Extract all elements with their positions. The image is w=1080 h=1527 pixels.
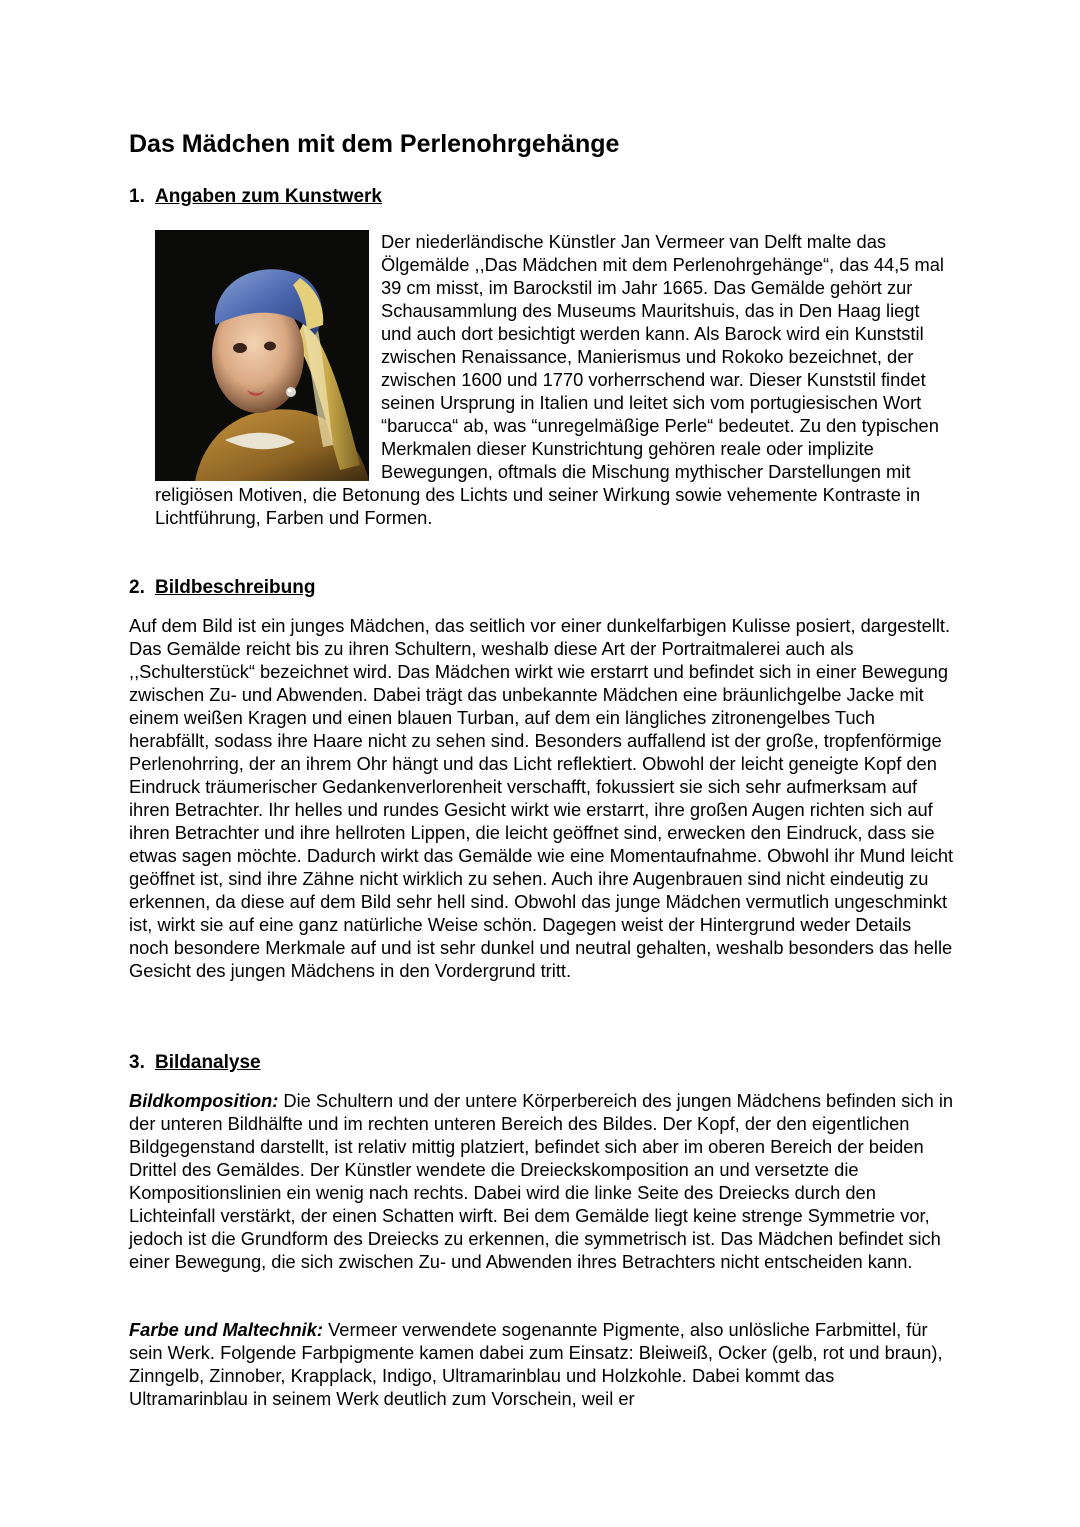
paragraph-lead: Farbe und Maltechnik:	[129, 1319, 324, 1340]
paragraph-body: Vermeer verwendete sogenannte Pigmente, also unlösliche Farbmittel, für sein Werk. Folgende Farbpigmente kamen dabei zum Einsatz: Bleiweiß, Ocker (gelb, rot und braun), Zinngelb, Zinnober, Krapplack, Indigo, Ultramarinblau und Holzkohle. Dabei kommt das Ultramarinblau in seinem Werk deutlich zum Vorschein, weil er	[129, 1319, 943, 1409]
section-number: 3.	[129, 1052, 145, 1073]
section-text-bildbeschreibung: Auf dem Bild ist ein junges Mädchen, das seitlich vor einer dunkelfarbigen Kulisse posiert, dargestellt. Das Gemälde reicht bis zu ihren Schultern, weshalb diese Art der Portraitmalerei auch als ,,Schulterstück“ bezeichnet wird. Das Mädchen wirkt wie erstarrt und befindet sich in einer Bewegung zwischen Zu- und Abwenden. Dabei trägt das unbekannte Mädchen eine bräunlichgelbe Jacke mit einem weißen Kragen und einen blauen Turban, auf dem ein längliches zitronengelbes Tuch herabfällt, sodass ihre Haare nicht zu sehen sind. Besonders auffallend ist der große, tropfenförmige Perlenohrring, der an ihrem Ohr hängt und das Licht reflektiert. Obwohl der leicht geneigte Kopf den Eindruck träumerischer Gedankenverlorenheit verschafft, fokussiert sie sich sehr aufmerksam auf ihren Betrachter. Ihr helles und rundes Gesicht wirkt wie erstarrt, ihre großen Augen richten sich auf ihren Betrachter und ihre hellroten Lippen, die leicht geöffnet sind, erwecken den Eindruck, dass sie etwas sagen möchte. Dadurch wirkt das Gemälde wie eine Momentaufnahme. Obwohl ihr Mund leicht geöffnet ist, sind ihre Zähne nicht wirklich zu sehen. Auch ihre Augenbrauen sind nicht eindeutig zu erkennen, da diese auf dem Bild sehr hell sind. Obwohl das junge Mädchen vermutlich ungeschminkt ist, wirkt sie auf eine ganz natürliche Weise schön. Dagegen weist der Hintergrund weder Details noch besondere Merkmale auf und ist sehr dunkel und neutral gehalten, weshalb besonders das helle Gesicht des jungen Mädchens in den Vordergrund tritt.	[129, 615, 954, 981]
image-wrap-spacer	[155, 230, 381, 483]
page-title: Das Mädchen mit dem Perlenohrgehänge	[129, 130, 620, 158]
section-title: Angaben zum Kunstwerk	[155, 186, 382, 207]
section-heading-angaben	[129, 185, 382, 209]
section-heading-bildanalyse	[129, 1051, 261, 1075]
section-number: 1.	[129, 186, 145, 207]
paragraph-bildkomposition	[129, 1089, 954, 1273]
section-text-angaben	[155, 230, 955, 529]
section-number: 2.	[129, 577, 145, 598]
intro-text: Der niederländische Künstler Jan Vermeer van Delft malte das Ölgemälde ,,Das Mädchen mit dem Perlenohrgehänge“, das 44,5 mal 39 cm misst, im Barockstil im Jahr 1665. Das Gemälde gehört zur Schausammlung des Museums Mauritshuis, das in Den Haag liegt und auch dort besichtigt werden kann. Als Barock wird ein Kunststil zwischen Renaissance, Manierismus und Rokoko bezeichnet, der zwischen 1600 und 1770 vorherrschend war. Dieser Kunststil findet seinen Ursprung in Italien und leitet sich vom portugiesischen Wort “barucca“ ab, was “unregelmäßige Perle“ bedeutet. Zu den typischen Merkmalen dieser Kunstrichtung gehören reale oder implizite Bewegungen, oftmals die Mischung mythischer Darstellungen mit religiösen Motiven, die Betonung des Lichts und seiner Wirkung sowie vehemente Kontraste in Lichtführung, Farben und Formen.	[155, 231, 944, 528]
section-heading-bildbeschreibung	[129, 576, 315, 600]
section-title: Bildbeschreibung	[155, 577, 316, 598]
paragraph-lead: Bildkomposition:	[129, 1090, 279, 1111]
section-title: Bildanalyse	[155, 1052, 261, 1073]
paragraph-farbe-maltechnik	[129, 1318, 954, 1410]
paragraph-body: Die Schultern und der untere Körperbereich des jungen Mädchens befinden sich in der unteren Bildhälfte und im rechten unteren Bereich des Bildes. Der Kopf, der den eigentlichen Bildgegenstand darstellt, ist relativ mittig platziert, befindet sich aber im oberen Bereich der beiden Drittel des Gemäldes. Der Künstler wendete die Dreieckskomposition an und versetzte die Kompositionslinien ein wenig nach rechts. Dabei wird die linke Seite des Dreiecks durch den Lichteinfall verstärkt, der einen Schatten wirft. Bei dem Gemälde liegt keine strenge Symmetrie vor, jedoch ist die Grundform des Dreiecks zu erkennen, die symmetrisch ist. Das Mädchen befindet sich einer Bewegung, die sich zwischen Zu- und Abwenden ihres Betrachters nicht entscheiden kann.	[129, 1090, 954, 1272]
